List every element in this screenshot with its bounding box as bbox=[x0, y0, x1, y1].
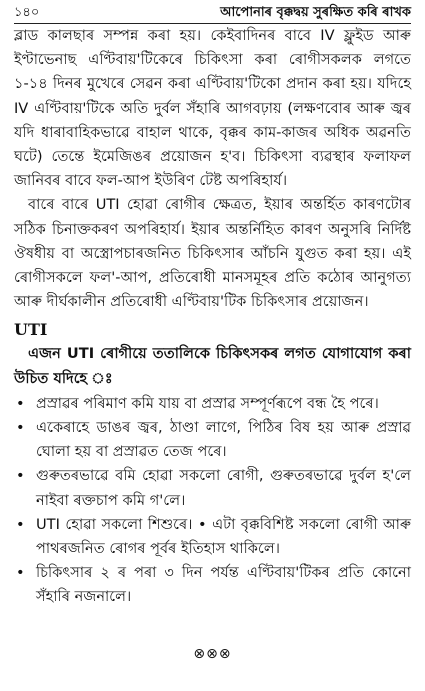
list-item bbox=[14, 392, 411, 416]
list-item-text: UTI হোৱা সকলো শিশুৰে। • এটা বৃক্কবিশিষ্ট সকলো ৰোগী আৰু পাথৰজনিত ৰোগৰ পূৰ্বৰ ইতিহাস থাকিলে। bbox=[36, 515, 411, 558]
page-header bbox=[14, 3, 411, 24]
paragraph-followup: ব্লাড কালছাৰ সম্পন্ন কৰা হয়। কেইবাদিনৰ বাবে IV ফ্লুইড আৰু ইণ্টাভেনাছ এণ্টিবায়'টিকেৰে চিকিৎসা কৰা ৰোগীসকলক লগতে ১-১৪ দিনৰ মুখেৰে সেৱন কৰা এণ্টিবায়'টিকো প্ৰদান কৰা হয়। যদিহে IV এণ্টিবায়'টিকে অতি দুৰ্বল সঁহাৰি আগবঢ়ায় (লক্ষণবোৰ আৰু জ্বৰ যদি ধাৰাবাহিকভাৱে বাহাল থাকে, বৃক্কৰ কাম-কাজৰ অধিক অৱনতি ঘটে) তেন্তে ইমেজিঙৰ প্ৰয়োজন হ'ব। চিকিৎসা ব্যৱস্থাৰ ফলাফল জানিবৰ বাবে ফল-আপ ইউৰিণ টেষ্ট অপৰিহাৰ্য। bbox=[14, 27, 411, 190]
list-item bbox=[14, 416, 411, 464]
page-number: ১৪০ bbox=[14, 5, 40, 20]
bullet-icon: • bbox=[16, 394, 25, 412]
list-item bbox=[14, 561, 411, 609]
list-item-text: চিকিৎসাৰ ২ ৰ পৰা ৩ দিন পৰ্যন্ত এণ্টিবায়'টিকৰ প্ৰতি কোনো সঁহাৰি নজনালে। bbox=[36, 564, 411, 606]
bullet-icon: • bbox=[16, 467, 25, 485]
end-ornament: ⊗⊗⊗ bbox=[193, 646, 232, 662]
section-lead: এজন UTI ৰোগীয়ে ততালিকে চিকিৎসকৰ লগত যোগাযোগ কৰা উচিত যদিহে ঃ bbox=[14, 345, 411, 387]
symptom-list bbox=[14, 392, 411, 610]
list-item-text: একেৰাহে ডাঙৰ জ্বৰ, ঠাণ্ডা লাগে, পিঠিৰ বিষ হয় আৰু প্ৰস্ৰাৱ ঘোলা হয় বা প্ৰস্ৰাৱত তেজ পৰে। bbox=[36, 419, 411, 461]
paragraph-recurrent-uti: বাৰে বাৰে UTI হোৱা ৰোগীৰ ক্ষেত্ৰত, ইয়াৰ অন্তৰ্হিত কাৰণটোৰ সঠিক চিনাক্তকৰণ অপৰিহাৰ্য। ইয়াৰ অন্তৰ্নিহিত কাৰণ অনুসৰি নিৰ্দিষ্ট ঔষধীয় বা অস্ত্ৰোপচাৰজনিত চিকিৎসাৰ আঁচনি যুগুত কৰা হয়। এই ৰোগীসকলে ফল'-আপ, প্ৰতিৰোধী মানসমূহৰ প্ৰতি কঠোৰ আনুগত্য আৰু দীৰ্ঘকালীন প্ৰতিৰোধী এণ্টিবায়'টিক চিকিৎসাৰ প্ৰয়োজন। bbox=[14, 196, 411, 311]
list-item bbox=[14, 513, 411, 561]
bullet-icon: • bbox=[16, 515, 25, 533]
section-heading: UTI bbox=[14, 320, 48, 340]
bullet-icon: • bbox=[16, 419, 25, 437]
list-item-text: গুৰুতৰভাৱে বমি হোৱা সকলো ৰোগী, গুৰুতৰভাৱে দুৰ্বল হ'লে নাইবা ৰক্তচাপ কমি গ'লে। bbox=[36, 467, 411, 509]
bullet-icon: • bbox=[16, 564, 25, 582]
running-title: আপোনাৰ বৃক্কদ্বয় সুৰক্ষিত কৰি ৰাখক bbox=[220, 5, 411, 20]
list-item-text: প্ৰস্ৰাৱৰ পৰিমাণ কমি যায় বা প্ৰস্ৰাৱ সম্পূৰ্ণৰূপে বন্ধ হৈ পৰে। bbox=[36, 394, 379, 412]
list-item bbox=[14, 464, 411, 512]
